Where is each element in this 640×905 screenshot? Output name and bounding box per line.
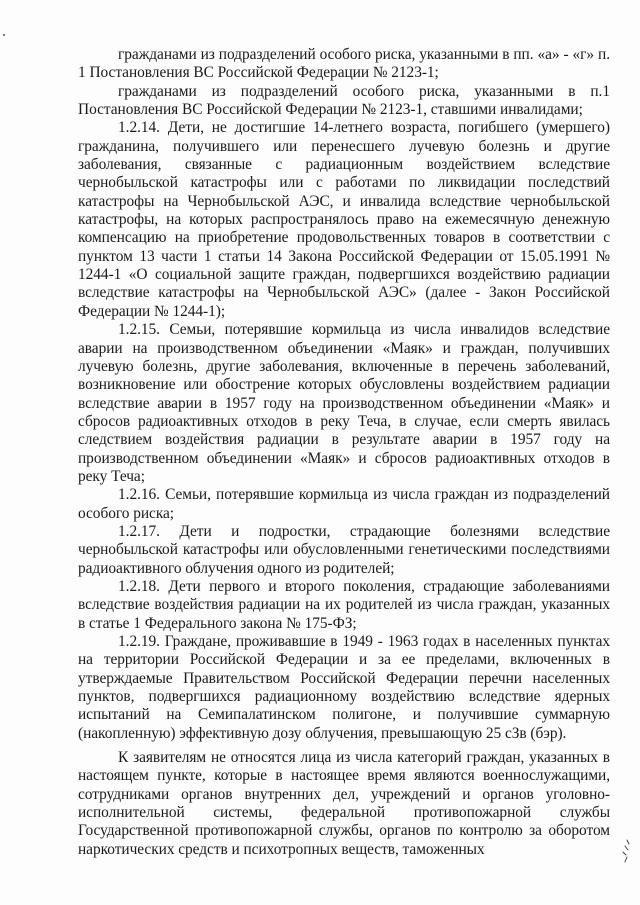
paragraph-exclusions: К заявителям не относятся лица из числа категорий граждан, указанных в настоящем пункте, которые в настоящее время являются военнослужащими, сотрудниками органов внутренних дел, учреждений и органов уголовно-исполнительной системы, федеральной противопожарной службы Государственной противопожарной службы, органов по контролю за оборотом наркотических средств и психотропных веществ, таможенных (78, 749, 610, 858)
paragraph-1-2-15: 1.2.15. Семьи, потерявшие кормильца из числа инвалидов вследствие аварии на производственном объединении «Маяк» и граждан, получивших лучевую болезнь, другие заболевания, включенные в перечень заболеваний, возникновение или обострение которых обусловлены воздействием радиации вследствие аварии в 1957 году на производственном объединении «Маяк» и сбросов радиоактивных отходов в реку Теча, в случае, если смерть явилась следствием воздействия радиации в результате аварии в 1957 году на производственном объединении «Маяк» и сбросов радиоактивных отходов в реку Теча; (78, 321, 610, 485)
paragraph-special-risk-units-a-g: гражданами из подразделений особого риска, указанными в пп. «а» - «г» п. 1 Постановления ВС Российской Федерации № 2123-1; (78, 46, 610, 82)
scan-speck (3, 34, 5, 36)
paragraph-special-risk-units-disabled: гражданами из подразделений особого риска, указанными в п.1 Постановления ВС Российской Федерации № 2123-1, ставшими инвалидами; (78, 82, 610, 119)
paragraph-1-2-17: 1.2.17. Дети и подростки, страдающие болезнями вследствие чернобыльской катастрофы или обусловленными генетическими последствиями радиоактивного облучения одного из родителей; (78, 522, 610, 577)
paragraph-1-2-19: 1.2.19. Граждане, проживавшие в 1949 - 1963 годах в населенных пунктах на территории Российской Федерации и за ее пределами, включенных в утверждаемые Правительством Российской Федерации перечни населенных пунктов, подвергшихся радиационному воздействию вследствие ядерных испытаний на Семипалатинском полигоне, и получившие суммарную (накопленную) эффективную дозу облучения, превышающую 25 сЗв (бэр). (78, 633, 610, 742)
paragraph-1-2-16: 1.2.16. Семьи, потерявшие кормильца из числа граждан из подразделений особого риска; (78, 486, 610, 522)
margin-pen-mark (618, 838, 634, 864)
paragraph-1-2-14: 1.2.14. Дети, не достигшие 14-летнего возраста, погибшего (умершего) гражданина, получившего или перенесшего лучевую болезнь и другие заболевания, связанные с радиационным воздействием вследствие чернобыльской катастрофы или с работами по ликвидации последствий катастрофы на Чернобыльской АЭС, и инвалида вследствие чернобыльской катастрофы, на которых распространялось право на ежемесячную денежную компенсацию на приобретение продовольственных товаров в соответствии с пунктом 13 части 1 статьи 14 Закона Российской Федерации от 15.05.1991 № 1244-1 «О социальной защите граждан, подвергшихся воздействию радиации вследствие катастрофы на Чернобыльской АЭС» (далее - Закон Российской Федерации № 1244-1); (78, 119, 610, 320)
paragraph-1-2-18: 1.2.18. Дети первого и второго поколения, страдающие заболеваниями вследствие воздействия радиации на их родителей из числа граждан, указанных в статье 1 Федерального закона № 175-ФЗ; (78, 577, 610, 632)
document-page (78, 46, 610, 859)
